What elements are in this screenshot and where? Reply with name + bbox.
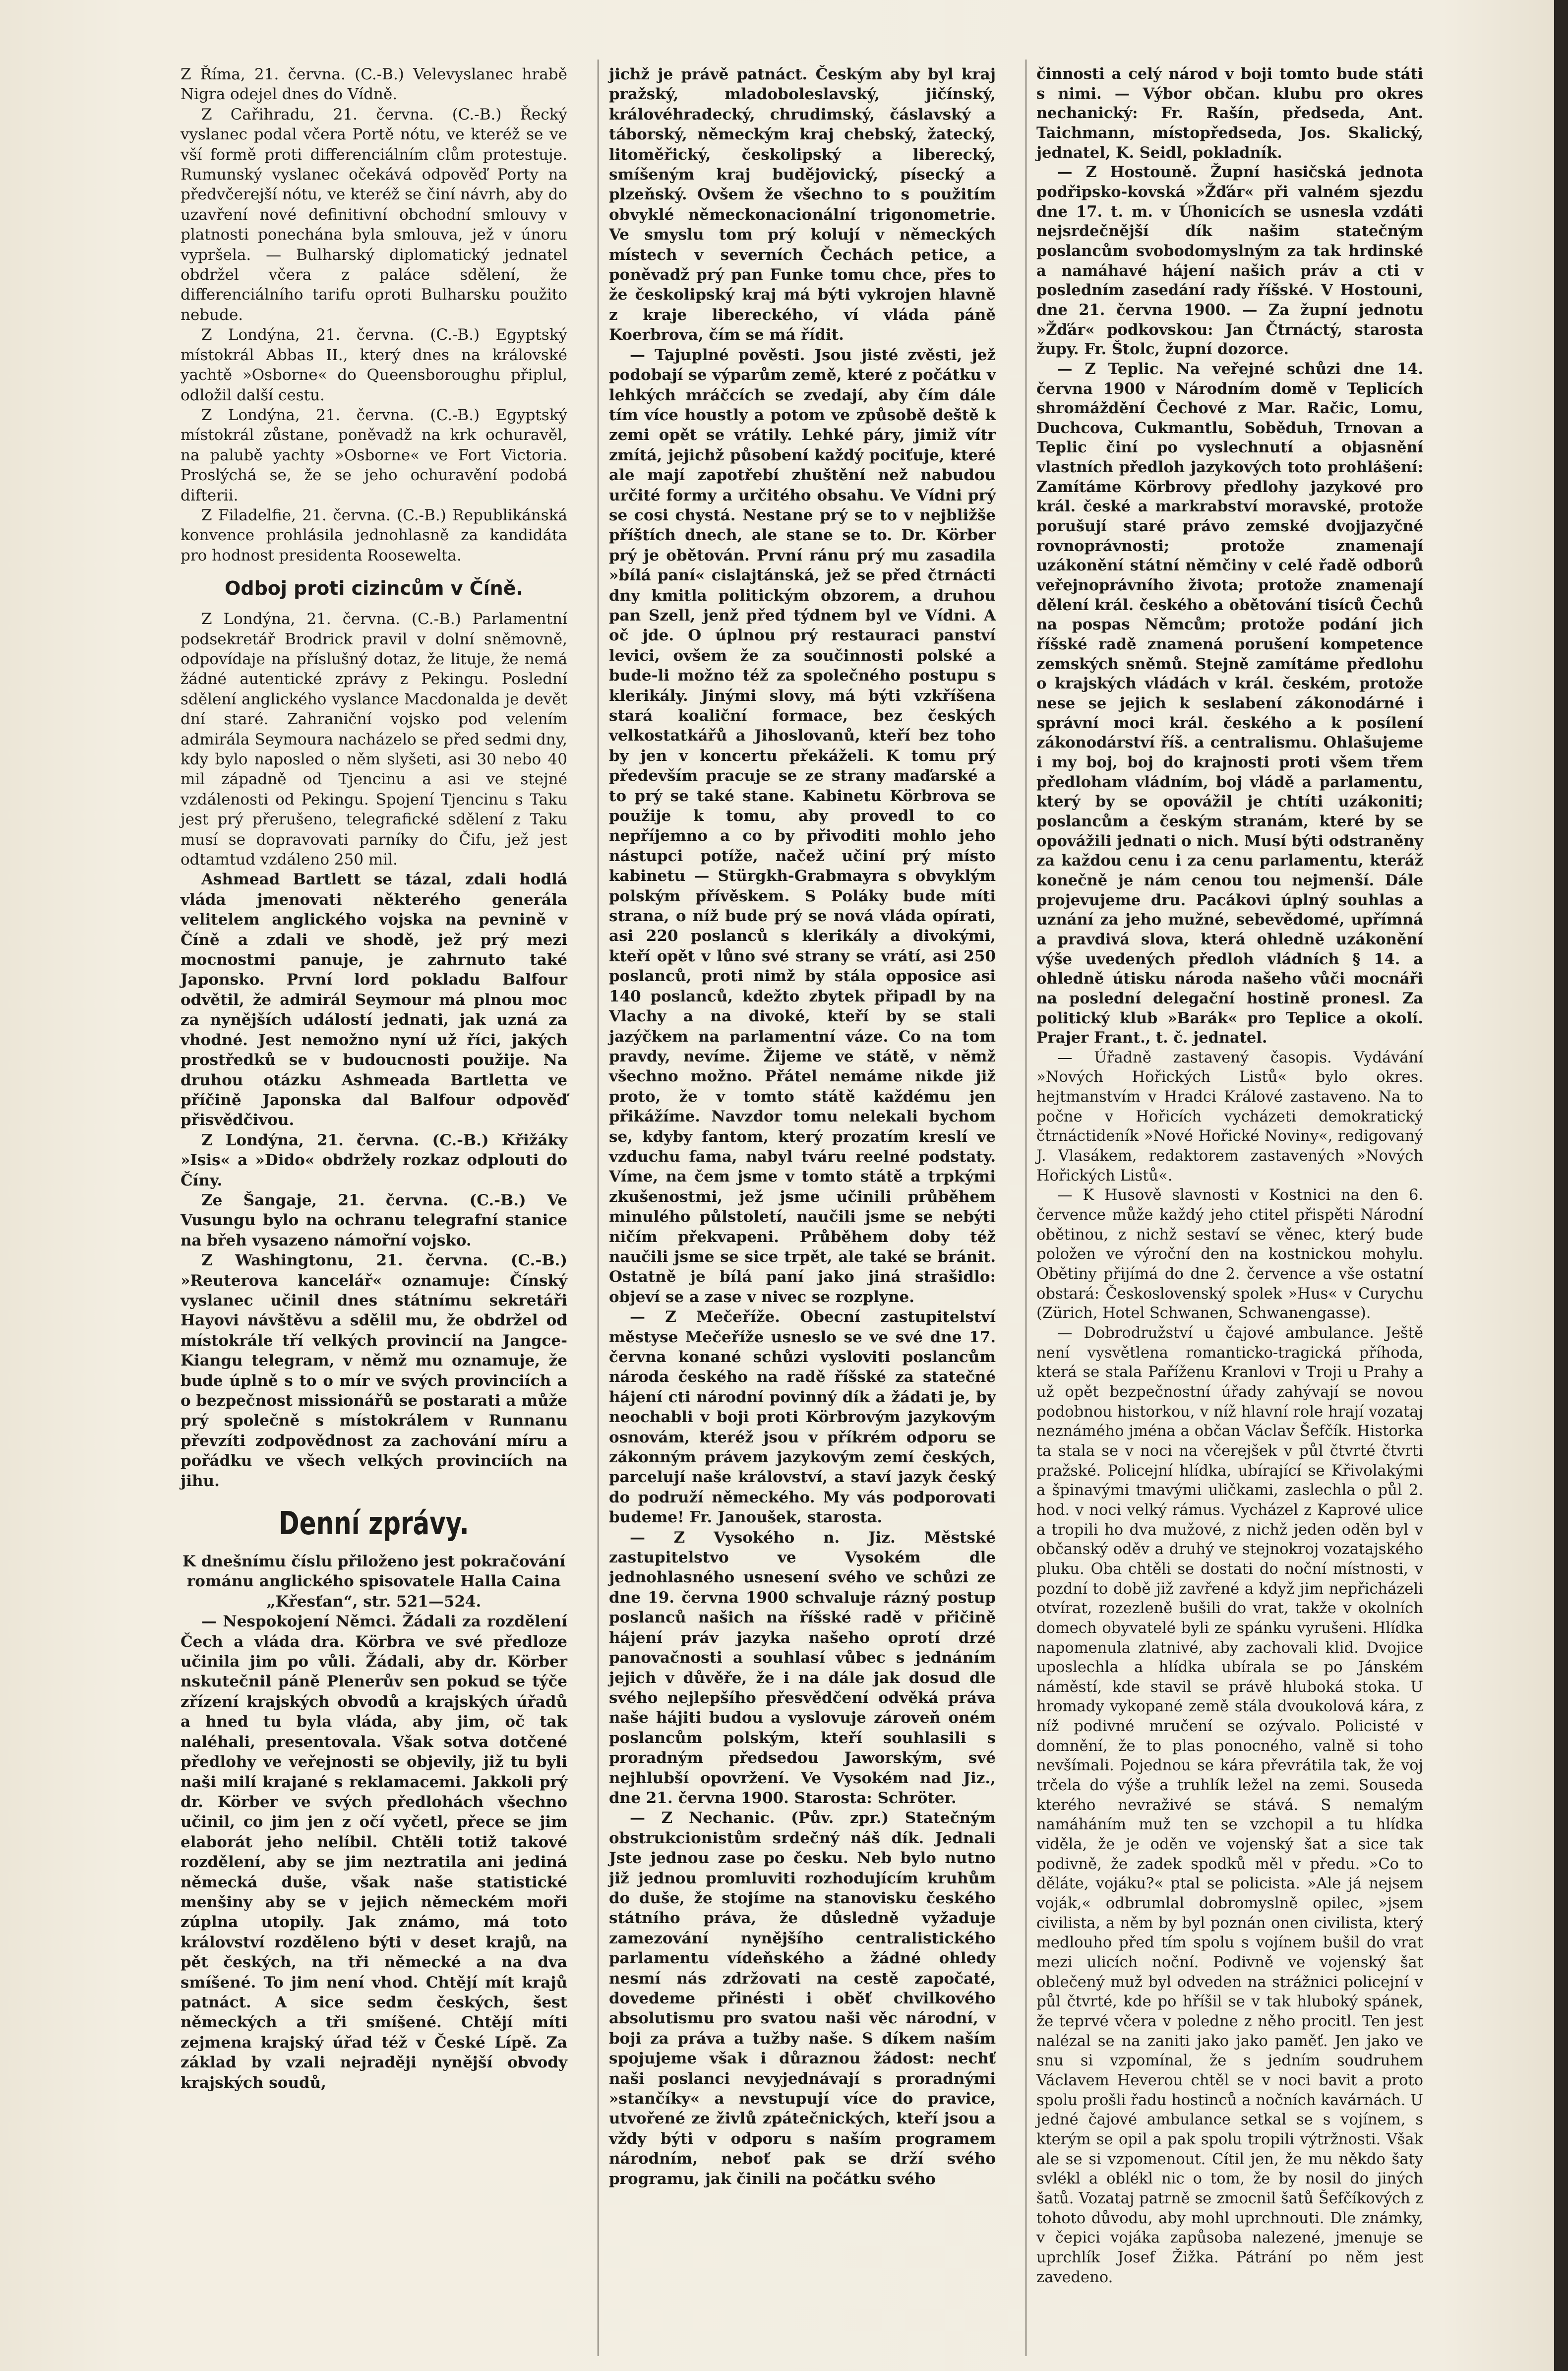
- article-nechanice-cont: činnosti a celý národ v boji tomto bude státi s nimi. — Výbor občan. klubu pro okres nechanický: Fr. Rašín, předseda, Ant. Taichmann, místopředseda, Jos. Skalický, jednatel, K. Seidl, pokladník.: [1036, 65, 1423, 162]
- china-washington: Z Washingtonu, 21. června. (C.-B.) »Reuterova kancelář« oznamuje: Čínský vyslanec učinil dnes státnímu sekretáři Hayovi návštěvu a sdělil mu, že obdržel od místokrále tří velkých provincií na Jangce-Kiangu telegram, v němž mu oznamuje, že bude úplně s to o mír ve svých provinciích a o bezpečnost missionářů se postarati a může prý společně s místokrálem v Runnanu převzíti zodpovědnost za zachování míru a pořádku ve všech velkých provinciích na jihu.: [181, 1251, 567, 1490]
- column-rule-2: [1025, 60, 1026, 2356]
- china-londyn-cruisers: Z Londýna, 21. června. (C.-B.) Křižáky »Isis« a »Dido« obdržely rozkaz odplouti do Číny.: [181, 1131, 567, 1189]
- china-bartlett: Ashmead Bartlett se tázal, zdali hodlá vláda jmenovati některého generála velitelem anglického vojska na pevnině v Číně a zdali ve shodě, jež prý mezi mocnostmi panuje, je zahrnuto také Japonsko. První lord pokladu Balfour odvětil, že admirál Seymour má plnou moc za nynějších událostí jednati, jak uzná za vhodné. Jest nemožno nyní už říci, jakých prostředků se v budoucnosti použije. Na druhou otázku Ashmeada Bartletta ve příčině Japonska dal Balfour odpověď přisvědčivou.: [181, 871, 567, 1129]
- section-title-china: Odboj proti cizincům v Číně.: [225, 577, 523, 600]
- article-londyn-2: Z Londýna, 21. června. (C.-B.) Egyptský místokrál zůstane, poněvadž na krk ochuravěl, na palubě yachty »Osborne« ve Fort Victoria. Proslýchá se, že se jeho ochuravění podobá difterii.: [181, 406, 567, 504]
- article-rim: Z Říma, 21. června. (C.-B.) Velevyslanec hrabě Nigra odejel dnes do Vídně.: [181, 65, 567, 104]
- column-1: [181, 64, 567, 2093]
- article-nechanice: — Z Nechanic. (Pův. zpr.) Statečným obstrukcionistům srdečný náš dík. Jednali Jste jednou zase po česku. Neb bylo nutno již jednou promluviti rozhodujícím kruhům do duše, že stojíme na stanovisku českého státního práva, že důsledně vyžaduje zamezování nynějšího centralistického parlamentu vídeňského a žádné ohledy nesmí nás zdržovati na cestě započaté, dovedeme přinésti i oběť chvilkového absolutismu pro svatou naši věc národní, v boji za práva a tužby naše. S díkem naším spojujeme však i důraznou žádost: nechť naši poslanci nevyjednávají s proradnými »stančíky« a nevstupují více do pravice, utvořené ze živlů zpátečnických, kteří jsou a vždy býti v odporu s naším programem národním, neboť pak se drží svého programu, jak činili na počátku svého: [609, 1809, 996, 2188]
- article-meceriz: — Z Mečeříže. Obecní zastupitelství městyse Mečeříže usneslo se ve své dne 17. června konané schůzi vysloviti poslancům národa českého na radě říšské za statečné hájení cti národní povinný dík a žádati je, by neochabli v boji proti Körbrovým jazykovým osnovám, kteréž jsou v příkrém odporu se zákonným právem jazykovým zemí českých, parcelují naše království, a staví jazyk český do podruží německého. My vás podporovati budeme! Fr. Janoušek, starosta.: [609, 1308, 996, 1527]
- article-vysoke: — Z Vysokého n. Jiz. Městské zastupitelstvo ve Vysokém dle jednohlasného usnesení svého ve schůzi ze dne 19. června 1900 schvaluje rázný postup poslanců našich na říšské radě v přičině hájení práv jazyka našeho oprotí drzé panovačnosti a souhlasí vůbec s jednáním jejich v důvěře, že i na dále jak dosud dle svého nejlepšího přesvědčení odvěká práva naše hájiti budou a vyslovuje zároveň oném poslancům polským, kteří souhlasili s proradným předsedou Jaworským, své nejhlubší opovržení. Ve Vysokém nad Jiz., dne 21. června 1900. Starosta: Schröter.: [609, 1528, 996, 1807]
- column-2: [609, 64, 996, 2189]
- article-zastaveny-casopis: — Úřadně zastavený časopis. Vydávání »Nových Hořických Listů« bylo okres. hejtmanstvím v Hradci Králové zastaveno. Na to počne v Hořicích vycházeti demokratický čtrnáctideník »Nové Hořické Noviny«, redigovaný J. Vlasákem, redaktorem zastavených »Nových Hořických Listů«.: [1036, 1049, 1423, 1185]
- article-tajuplne-povesti: — Tajuplné pověsti. Jsou jisté zvěsti, jež podobají se výparům země, které z počátku v lehkých mráčcích se zvedají, aby čím dále tím více houstly a potom ve způsobě deště k zemi opět se vrátily. Lehké páry, jimiž vítr zmítá, jejichž působení každý pociťuje, které ale mají zapotřebí zhuštění než nabudou určité formy a určitého obsahu. Ve Vídni prý se cosi chystá. Nestane prý se to v nejbližše příštích dnech, ale stane se to. Dr. Körber prý je obětován. První ránu prý mu zasadila »bílá paní« cislajtánská, jež se před čtrnácti dny kmitla politickým obzorem, a druhou pan Szell, jenž před týdnem byl ve Vídni. A oč jde. O úplnou prý restauraci panství levici, ovšem že za součinnosti polské a bude-li možno též za společného postupu s klerikály. Jinými slovy, má býti vzkříšena stará koaliční formace, bez českých velkostatkářů a Jihoslovanů, kteří bez toho by jen v koncertu překáželi. K tomu prý především pracuje se ze strany maďarské a to prý se také stane. Kabinetu Körbrova se použije k tomu, aby provedl to co nepříjemno a co by přivoditi mohlo jeho nástupci potíže, načež učiní prý místo kabinetu — Stürgkh-Grabmayra s obvyklým polským přívěskem. S Poláky bude míti strana, o níž bude prý se nová vláda opírati, asi 220 poslanců s klerikály a divokými, kteří opět v lůno své strany se vrátí, asi 250 poslanců, proti nimž by stála opposice asi 140 poslanců, kdežto zbytek připadl by na Vlachy a na divoké, kteří by se stali jazýčkem na parlamentní váze. Co na tom pravdy, nevíme. Žijeme ve státě, v němž všechno možno. Přátel nemáme nikde již proto, že v tomto státě každému jen přikážíme. Navzdor tomu nelekali bychom se, kdyby fantom, který prozatím kreslí ve vzduchu fama, nabyl tváru reelné podstaty. Víme, na čem jsme v tomto státě a trpkými zkušenostmi, jež jsme učinili průběhem minulého půlstoletí, naučili jsme se nebýti ničím překvapeni. Průběhem doby též naučili jsme se sice trpět, ale také se bránit. Ostatně je bílá paní jako jiná strašidlo: objeví se a zase v nivec se rozplyne.: [609, 346, 996, 1306]
- supplement-notice: K dnešnímu číslu přiloženo jest pokračování románu anglického spisovatele Halla Caina „Křesťan“, str. 521—524.: [182, 1553, 566, 1611]
- page-edge-shadow: [1554, 0, 1568, 2371]
- china-sangaj: Ze Šangaje, 21. června. (C.-B.) Ve Vusungu bylo na ochranu telegrafní stanice na břeh vysazeno námořní vojsko.: [181, 1191, 567, 1249]
- column-3: [1036, 64, 1423, 2287]
- section-title-denni-zpravy: Denní zprávy.: [279, 1505, 469, 1543]
- article-husova-slavnost: — K Husově slavnosti v Kostnici na den 6. července může každý jeho ctitel přispěti Národní obětinou, z nichž sestaví se věnec, který bude položen ve výroční den na kostnickou mohylu. Obětiny přijímá do dne 2. července a vše ostatní obstará: Československý spolek »Hus« v Curychu (Zürich, Hotel Schwanen, Schwanengasse).: [1036, 1186, 1423, 1322]
- china-londyn: Z Londýna, 21. června. (C.-B.) Parlamentní podsekretář Brodrick pravil v dolní sněmovně, odpovídaje na příslušný dotaz, že lituje, že nemá žádné autentické zprávy z Pekingu. Poslední sdělení anglického vyslance Macdonalda je devět dní staré. Zahraniční vojsko pod velením admirála Seymoura nacházelo se před sedmi dny, kdy bylo naposled o něm slyšeti, asi 30 nebo 40 mil západně od Tjencinu a asi ve stejné vzdálenosti od Pekingu. Spojení Tjencinu s Taku jest prý přerušeno, telegrafické sdělení z Taku musí se dopravovati parníky do Čifu, jež jest odtamtud vzdáleno 250 mil.: [181, 610, 567, 869]
- article-cajova-ambulance: — Dobrodružství u čajové ambulance. Ještě není vysvětlena romanticko-tragická příhoda, která se stala Paříženu Kranlovi v Troji u Prahy a už opět bezpečnostní úřady zahývají se novou podobnou historkou, v níž hlavní role hrají vozataj neznámého jména a občan Václav Šefčík. Historka ta stala se v noci na včerejšek v půl čtvrté čtvrti pražské. Policejní hlídka, ubírající se Křivolakými a špinavými tmavými uličkami, zaslechla o půl 2. hod. v noci velký rámus. Vycházel z Kaprové ulice a tropili ho dva mužové, z nichž jeden oděn byl v občanský oděv a druhý ve stejnokroj vozatajského pluku. Oba chtěli se dostati do noční místnosti, v pozdní to době již zavřené a když jim nepřicházeli otvírat, rozezleně bušili do vrat, takže v okolních domech obyvatelé byli ze spánku vyrušeni. Hlídka napomenula zlatnivé, aby zachovali klid. Dvojice uposlechla a hlídka ubírala se po Jánském náměstí, kde stavil se právě hluboká stoka. U hromady vykopané země stála dvoukolová kára, z níž podivné mručení se ozývalo. Policisté v domnění, že to plas ponocného, valně si toho nevšímali. Pojednou se kára převrátila tak, že voj trčela do výše a truhlík ležel na zemi. Souseda kterého nevraživé se stává. S nemalým namáháním muž ten se vzchopil a tu hlídka viděla, že je oděn ve vojenský šat a sice tak podivně, že zadek spodků měl v předu. »Co to děláte, vojáku?« ptal se policista. »Ale já nejsem voják,« odbrumlal dobromyslně opilec, »jsem civilista, a něm by byl poznán onen civilista, který medlouho před tím spolu s vojínem bušil do vrat mezi ulicích noční. Podivně ve vojenský šat oblečený muž byl odveden na strážnici policejní v půl čtvrté, kde po hříšil se v tak hluboký spánek, že teprvé včera v poledne z něho procitl. Ten jest nalézal se na zaniti jako jako paměť. Jen jako ve snu si vzpomínal, že s jedním soudruhem Václavem Heverou chtěl se v noci bavit a proto spolu prošli řadu hostinců a nočních kavárnách. U jedné čajové ambulance setkal se s vojínem, s kterým se opil a pak spolu tropili výtržnosti. Však ale se si vzpomenout. Cítil jen, že mu někdo šaty svlékl a oblékl nic o tom, že by nosil do jiných šatů. Vozataj patrně se zmocnil šatů Šefčíkových z tohoto důvodu, aby mohl uprchnouti. Dle známky, v čepici vojáka zapůsoba nalezené, jmenuje se uprchlík Josef Žižka. Pátrání po něm jest zavedeno.: [1036, 1324, 1423, 2286]
- article-londyn-1: Z Londýna, 21. června. (C.-B.) Egyptský místokrál Abbas II., který dnes na královské yachtě »Osborne« do Queensboroughu připlul, odložil další cestu.: [181, 326, 567, 404]
- article-nemci-cont: jichž je právě patnáct. Českým aby byl kraj pražský, mladoboleslavský, jičínský, královéhradecký, chrudimský, čáslavský a táborský, německým kraj chebský, žatecký, litoměřický, českolipský a liberecký, smíšeným kraj budějovický, písecký a plzeňský. Ovšem že všechno to s použitím obvyklé německonacionální trigonometrie. Ve smyslu tom prý kolují v německých místech v severních Čechách petice, a poněvadž prý pan Funke tomu chce, přes to že českolipský kraj má býti vykrojen hlavně z kraje libereckého, ví vláda páně Koerbrova, čím se má řídit.: [609, 65, 996, 344]
- column-rule-1: [598, 60, 599, 2356]
- article-carihrad: Z Cařihradu, 21. června. (C.-B.) Řecký vyslanec podal včera Portě nótu, ve kteréž se ve vší formě proti differenciálním clům protestuje. Rumunský vyslanec očekává odpověď Porty na předvčerejší nótu, ve kteréž se činí návrh, aby do uzavření nové definitivní obchodní smlouvy v platnosti ponechána byla smlouva, jež v únoru vypršela. — Bulharský diplomatický jednatel obdržel včera z paláce sdělení, že differenciálního tarifu oproti Bulharsku použito nebude.: [181, 105, 567, 324]
- article-teplice: — Z Teplic. Na veřejné schůzi dne 14. června 1900 v Národním domě v Teplicích shromáždění Čechové z Mar. Račic, Lomu, Duchcova, Cukmantlu, Soběduh, Trnovan a Teplic činí po vyslechnutí a objasnění vlastních předloh jazykových toto prohlášení: Zamítáme Körbrovy předlohy jazykové pro král. české a markrabství moravské, protože porušují staré právo zemské dvojjazyčné rovnoprávnosti; protože znamenají uzákonění státní němčiny v celé řadě odborů veřejnoprávního života; protože znamenají dělení král. českého a obětování tisíců Čechů na pospas Němcům; protože podání jich říšské radě znamená porušení kompetence zemských sněmů. Stejně zamítáme předlohu o krajských vládách v král. českém, protože nese se jejich k seslabení zákonodárné i správní moci král. českého a k posílení zákonodárství říš. a centralismu. Ohlašujeme i my boj, boj do krajnosti proti všem třem předloham vládním, boj vládě a parlamentu, který by se opovážil je chtíti uzákoniti; poslancům a českým stranám, které by se opovážili jednati o nich. Musí býti odstraněny za každou cenu i za cenu parlamentu, kteráž konečně je nám cenou tou nejmenší. Dále projevujeme dru. Pacákovi úplný souhlas a uznání za jeho mužné, sebevědomé, upřímná a pravdivá slova, která ohledně uzákonění výše uvedených předloh vládních § 14. a ohledně útisku národa našeho vůči mocnáři na poslední delegační hostině pronesl. Za politický klub »Barák« pro Teplice a okolí. Prajer Frant., t. č. jednatel.: [1036, 360, 1423, 1047]
- article-filadelfie: Z Filadelfie, 21. června. (C.-B.) Republikánská konvence prohlásila jednohlasně za kandidáta pro hodnost presidenta Roosewelta.: [181, 506, 567, 564]
- article-hostoun: — Z Hostouně. Župní hasičská jednota podřipsko-kovská »Žďár« při valném sjezdu dne 17. t. m. v Úhonicích se usnesla vzdáti nejsrdečnější dík našim statečným poslancům svobodomyslným za tak hrdinské a namáhavé hájení našich práv a cti v posledním zasedání rady říšské. V Hostouni, dne 21. června 1900. — Za župní jednotu »Žďár« podkovskou: Jan Čtrnáctý, starosta župy. Fr. Štolc, župní dozorce.: [1036, 163, 1423, 359]
- article-nespokojeni-nemci: — Nespokojení Němci. Žádali za rozdělení Čech a vláda dra. Körbra ve své předloze učinila jim po vůli. Žádali, aby dr. Körber nskutečnil páně Plenerův sen pokud se týče zřízení krajských obvodů a krajských úřadů a hned tu byla vláda, aby jim, oč tak naléhali, presentovala. Však sotva dotčené předlohy ve veřejnosti se objevily, již tu byli naši milí krajané s reklamacemi. Jakkoli prý dr. Körber ve svých předlohách všechno učinil, co jim jen z očí vyčetl, přece se jim elaborát jeho nelíbil. Chtěli totiž takové rozdělení, aby se jim neztratila ani jediná německá duše, však naše statistické menšiny aby se v jejich německém moři zúplna utopily. Jak známo, má toto království rozděleno býti v deset krajů, na pět českých, na tři německé a na dva smíšené. To jim není vhod. Chtějí mít krajů patnáct. A sice sedm českých, šest německých a tři smíšené. Chtějí míti zejmena krajský úřad též v České Lípě. Za základ by vzali nejraději nynější obvody krajských soudů,: [181, 1613, 567, 2092]
